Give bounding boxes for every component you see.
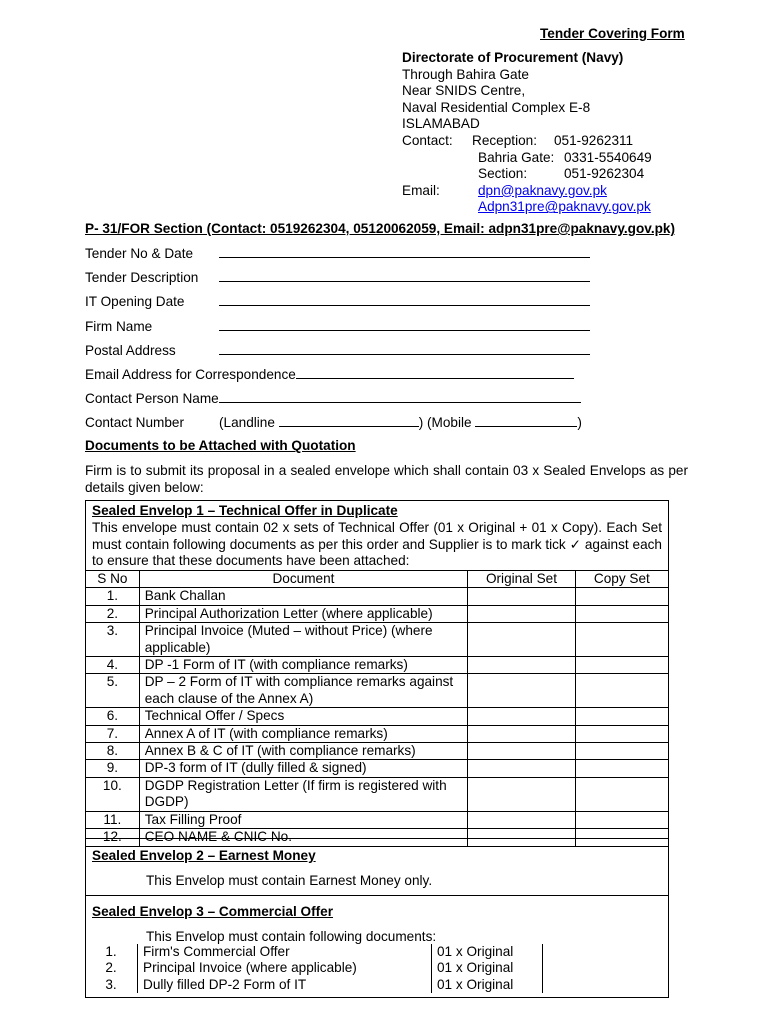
contact-email xyxy=(402,183,652,200)
row-copy-check[interactable] xyxy=(575,725,668,742)
table-row xyxy=(86,760,668,777)
address-line-4: ISLAMABAD xyxy=(402,116,480,132)
field-contact-number xyxy=(85,414,582,430)
table-row xyxy=(86,743,668,760)
row-copy-check[interactable] xyxy=(575,777,668,811)
env3-document: Firm's Commercial Offer xyxy=(138,944,432,960)
row-copy-check[interactable] xyxy=(575,605,668,622)
row-document: DGDP Registration Letter (If firm is registered with DGDP) xyxy=(139,777,468,811)
envelope1-text: This envelope must contain 02 x sets of Technical Offer (01 x Original + 01 x Copy). Each Set must contain following documents as per this order and Supplier is to mark tick ✓ against each to ensure that these documents have been attached: xyxy=(92,519,662,569)
row-original-check[interactable] xyxy=(468,743,575,760)
row-original-check[interactable] xyxy=(468,588,575,605)
table-row xyxy=(86,605,668,622)
row-sno: 12. xyxy=(86,829,139,846)
firm-name-blank[interactable] xyxy=(219,318,590,331)
contact-person-label: Contact Person Name xyxy=(85,391,219,406)
contact-email-2 xyxy=(402,199,652,216)
landline-label: (Landline xyxy=(219,415,275,430)
bahria-number: 0331-5540649 xyxy=(564,149,652,165)
field-tender-no xyxy=(85,245,590,261)
envelope3-table xyxy=(85,944,543,993)
row-sno: 6. xyxy=(86,708,139,725)
row-original-check[interactable] xyxy=(468,777,575,811)
tender-desc-blank[interactable] xyxy=(219,269,590,282)
field-contact-person xyxy=(85,390,581,406)
row-sno: 9. xyxy=(86,760,139,777)
divider xyxy=(86,895,668,896)
row-original-check[interactable] xyxy=(468,623,575,657)
row-copy-check[interactable] xyxy=(575,674,668,708)
envelope3-title xyxy=(92,904,662,921)
contact-section xyxy=(402,166,652,183)
address-line-3: Naval Residential Complex E-8 xyxy=(402,99,591,115)
envelope2-title-text: Sealed Envelop 2 – Earnest Money xyxy=(92,848,316,863)
email-link-2[interactable]: Adpn31pre@paknavy.gov.pk xyxy=(478,199,651,215)
table-row xyxy=(86,811,668,828)
table-row xyxy=(86,674,668,708)
list-item xyxy=(85,960,543,976)
table-row xyxy=(86,777,668,811)
row-sno: 2. xyxy=(86,605,139,622)
row-sno: 5. xyxy=(86,674,139,708)
row-document: Annex B & C of IT (with compliance remarks) xyxy=(139,743,468,760)
row-original-check[interactable] xyxy=(468,708,575,725)
email-label: Email: xyxy=(402,182,440,198)
row-sno: 11. xyxy=(86,811,139,828)
row-document: CEO NAME & CNIC No. xyxy=(139,829,468,846)
row-document: Bank Challan xyxy=(139,588,468,605)
envelope3-title-text: Sealed Envelop 3 – Commercial Offer xyxy=(92,904,334,919)
field-postal xyxy=(85,342,590,358)
row-original-check[interactable] xyxy=(468,725,575,742)
row-original-check[interactable] xyxy=(468,605,575,622)
env3-document: Principal Invoice (where applicable) xyxy=(138,960,432,976)
row-original-check[interactable] xyxy=(468,760,575,777)
table-header-row xyxy=(86,571,668,588)
section-number: 051-9262304 xyxy=(564,166,645,182)
env3-qty: 01 x Original xyxy=(432,960,543,976)
list-item xyxy=(85,944,543,960)
header-document: Document xyxy=(139,571,468,588)
field-email-corr xyxy=(85,366,574,382)
table-row xyxy=(86,725,668,742)
contact-bahria xyxy=(402,150,652,167)
row-sno: 3. xyxy=(86,623,139,657)
section-label: Section: xyxy=(478,166,528,182)
org-name: Directorate of Procurement (Navy) xyxy=(402,50,624,65)
list-item xyxy=(85,977,543,993)
contact-person-blank[interactable] xyxy=(219,390,581,403)
tender-no-label: Tender No & Date xyxy=(85,246,194,261)
envelope3-text: This Envelop must contain following documents: xyxy=(146,929,437,944)
row-sno: 8. xyxy=(86,743,139,760)
mobile-label: ) (Mobile xyxy=(418,415,472,430)
address-line-1: Through Bahira Gate xyxy=(402,66,529,82)
env3-sno: 1. xyxy=(85,944,138,960)
divider xyxy=(86,838,668,839)
row-document: Annex A of IT (with compliance remarks) xyxy=(139,725,468,742)
envelope2-text: This Envelop must contain Earnest Money only. xyxy=(146,873,433,888)
row-copy-check[interactable] xyxy=(575,623,668,657)
envelope1-title: Sealed Envelop 1 – Technical Offer in Duplicate xyxy=(92,503,398,518)
docs-heading-text: Documents to be Attached with Quotation xyxy=(85,438,356,453)
form-title: Tender Covering Form xyxy=(540,26,685,41)
env3-document: Dully filled DP-2 Form of IT xyxy=(138,977,432,993)
mobile-blank[interactable] xyxy=(475,414,577,427)
landline-blank[interactable] xyxy=(279,414,419,427)
it-opening-blank[interactable] xyxy=(219,293,590,306)
contact-reception xyxy=(402,133,652,150)
tender-no-blank[interactable] xyxy=(219,245,590,258)
email-corr-label: Email Address for Correspondence xyxy=(85,367,296,382)
row-copy-check[interactable] xyxy=(575,760,668,777)
env3-sno: 2. xyxy=(85,960,138,976)
header-sno: S No xyxy=(86,571,139,588)
row-copy-check[interactable] xyxy=(575,811,668,828)
address-block xyxy=(402,50,652,216)
envelope1-block xyxy=(92,503,662,570)
envelope1-table xyxy=(86,570,668,847)
row-sno: 4. xyxy=(86,657,139,674)
row-copy-check[interactable] xyxy=(575,708,668,725)
header-original: Original Set xyxy=(468,571,575,588)
reception-number: 051-9262311 xyxy=(554,132,634,148)
row-document: Tax Filling Proof xyxy=(139,811,468,828)
row-document: Principal Authorization Letter (where applicable) xyxy=(139,605,468,622)
env3-qty: 01 x Original xyxy=(432,944,543,960)
row-sno: 10. xyxy=(86,777,139,811)
address-line-2: Near SNIDS Centre, xyxy=(402,83,526,99)
table-row xyxy=(86,657,668,674)
row-copy-check[interactable] xyxy=(575,588,668,605)
env3-qty: 01 x Original xyxy=(432,977,543,993)
docs-intro: Firm is to submit its proposal in a sealed envelope which shall contain 03 x Sealed Envelops as per details given below: xyxy=(85,463,688,495)
contact-number-label: Contact Number xyxy=(85,415,184,430)
envelope2-title xyxy=(92,848,662,865)
bahria-label: Bahria Gate: xyxy=(478,149,555,165)
it-opening-label: IT Opening Date xyxy=(85,294,185,309)
tender-desc-label: Tender Description xyxy=(85,270,199,285)
row-document: DP-3 form of IT (dully filled & signed) xyxy=(139,760,468,777)
row-document: Technical Offer / Specs xyxy=(139,708,468,725)
env3-sno: 3. xyxy=(85,977,138,993)
field-firm-name xyxy=(85,318,590,334)
postal-label: Postal Address xyxy=(85,343,176,358)
email-corr-blank[interactable] xyxy=(296,366,574,379)
row-document: DP – 2 Form of IT with compliance remarks against each clause of the Annex A) xyxy=(139,674,468,708)
row-document: DP -1 Form of IT (with compliance remarks) xyxy=(139,657,468,674)
row-sno: 1. xyxy=(86,588,139,605)
row-copy-check[interactable] xyxy=(575,743,668,760)
contact-label: Contact: xyxy=(402,132,453,148)
row-copy-check[interactable] xyxy=(575,657,668,674)
contact-close: ) xyxy=(577,415,582,430)
row-original-check[interactable] xyxy=(468,674,575,708)
postal-blank[interactable] xyxy=(219,342,590,355)
field-tender-desc xyxy=(85,269,590,285)
envelope-box xyxy=(85,500,669,998)
row-sno: 7. xyxy=(86,725,139,742)
firm-name-label: Firm Name xyxy=(85,319,153,334)
table-row xyxy=(86,708,668,725)
field-it-opening xyxy=(85,293,590,309)
header-copy: Copy Set xyxy=(575,571,668,588)
row-document: Principal Invoice (Muted – without Price) (where applicable) xyxy=(139,623,468,657)
section-heading: P- 31/FOR Section (Contact: 0519262304, 05120062059, Email: adpn31pre@paknavy.gov.pk) xyxy=(85,221,675,236)
email-link-1[interactable]: dpn@paknavy.gov.pk xyxy=(478,182,607,198)
row-original-check[interactable] xyxy=(468,657,575,674)
docs-heading xyxy=(85,438,356,453)
table-row xyxy=(86,588,668,605)
table-row xyxy=(86,623,668,657)
reception-label: Reception: xyxy=(472,132,537,148)
row-original-check[interactable] xyxy=(468,811,575,828)
